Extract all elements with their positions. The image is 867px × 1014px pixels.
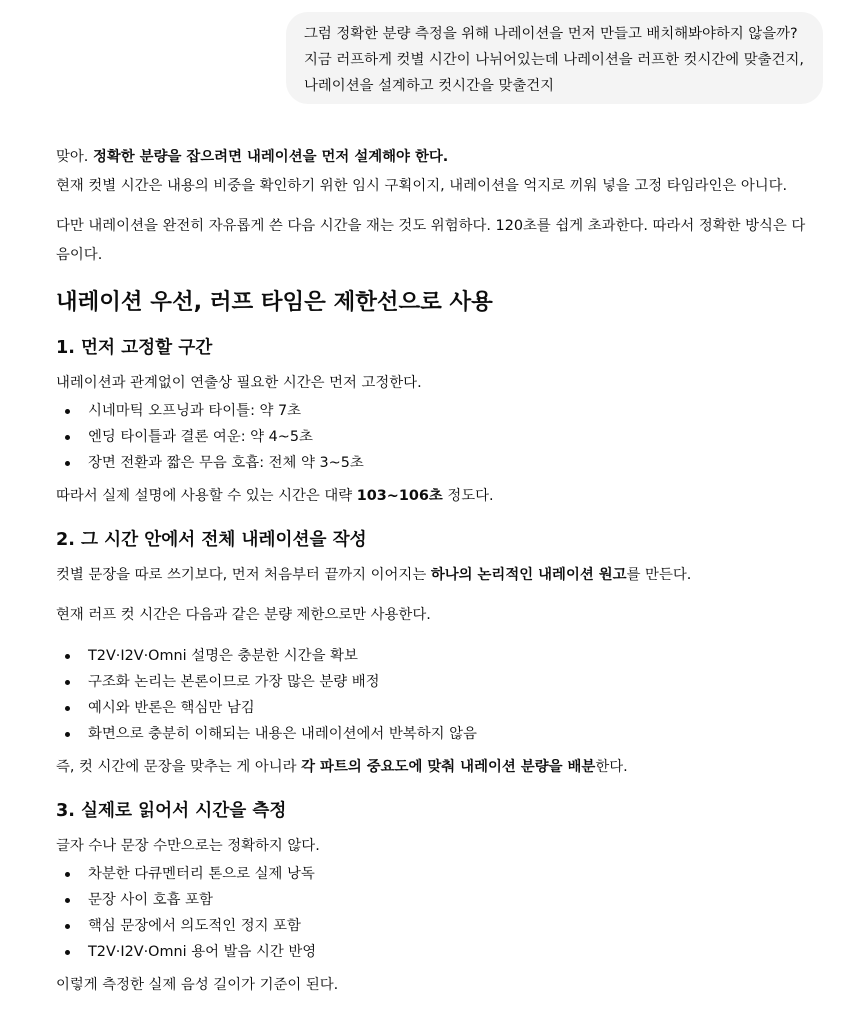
section-1-list: [56, 398, 816, 476]
list-item: 화면으로 충분히 이해되는 내용은 내레이션에서 반복하지 않음: [56, 721, 816, 747]
user-message-text: 그럼 정확한 분량 측정을 위해 나레이션을 먼저 만들고 배치해봐야하지 않을까? 지금 러프하게 컷별 시간이 나뉘어있는데 나레이션을 러프한 컷시간에 맞출건지, 나레이션을 설계하고 컷시간을 맞출건지: [304, 26, 804, 94]
lead-prefix: 컷별 문장을 따로 쓰기보다, 먼저 처음부터 끝까지 이어지는: [56, 567, 431, 583]
section-1-conclusion: [56, 482, 816, 511]
list-item: 예시와 반론은 핵심만 남김: [56, 695, 816, 721]
section-3-heading: 3. 실제로 읽어서 시간을 측정: [56, 801, 287, 821]
section-2-para: 현재 러프 컷 시간은 다음과 같은 분량 제한으로만 사용한다.: [56, 607, 431, 623]
conclusion-prefix: 따라서 실제 설명에 사용할 수 있는 시간은 대략: [56, 488, 357, 504]
user-message-bubble: [286, 12, 823, 104]
section-3-list: [56, 861, 816, 965]
section-3-conclusion: 이렇게 측정한 실제 음성 길이가 기준이 된다.: [56, 977, 339, 993]
list-item: 문장 사이 호흡 포함: [56, 887, 816, 913]
intro-paragraph: [56, 143, 816, 201]
intro-bold: 정확한 분량을 잡으려면 내레이션을 먼저 설계해야 한다.: [92, 149, 449, 165]
list-item: 장면 전환과 짧은 무음 호흡: 전체 약 3~5초: [56, 450, 816, 476]
intro-prefix: 맞아.: [56, 149, 93, 165]
list-item: T2V·I2V·Omni 설명은 충분한 시간을 확보: [56, 643, 816, 669]
conclusion-prefix: 즉, 컷 시간에 문장을 맞추는 게 아니라: [56, 759, 302, 775]
conclusion-bold: 각 파트의 중요도에 맞춰 내레이션 분량을 배분: [301, 759, 596, 775]
lead-bold: 하나의 논리적인 내레이션 원고: [430, 567, 627, 583]
intro-line2: 현재 컷별 시간은 내용의 비중을 확인하기 위한 임시 구획이지, 내레이션을 억지로 끼워 넣을 고정 타임라인은 아니다.: [56, 178, 788, 194]
list-item: 시네마틱 오프닝과 타이틀: 약 7초: [56, 398, 816, 424]
section-2-conclusion: [56, 753, 816, 782]
list-item: 엔딩 타이틀과 결론 여운: 약 4~5초: [56, 424, 816, 450]
list-item: 핵심 문장에서 의도적인 정지 포함: [56, 913, 816, 939]
list-item: 차분한 다큐멘터리 톤으로 실제 낭독: [56, 861, 816, 887]
main-heading: 내레이션 우선, 러프 타임은 제한선으로 사용: [56, 289, 493, 315]
list-item: 구조화 논리는 본론이므로 가장 많은 분량 배정: [56, 669, 816, 695]
section-1-heading: 1. 먼저 고정할 구간: [56, 338, 213, 358]
lead-suffix: 를 만든다.: [626, 567, 692, 583]
section-2-list: [56, 643, 816, 747]
conclusion-suffix: 정도다.: [442, 488, 494, 504]
section-1-lead: 내레이션과 관계없이 연출상 필요한 시간은 먼저 고정한다.: [56, 375, 422, 391]
intro-paragraph-2: 다만 내레이션을 완전히 자유롭게 쓴 다음 시간을 재는 것도 위험하다. 120초를 쉽게 초과한다. 따라서 정확한 방식은 다음이다.: [56, 218, 806, 263]
conclusion-suffix: 한다.: [595, 759, 628, 775]
list-item: T2V·I2V·Omni 용어 발음 시간 반영: [56, 939, 816, 965]
section-3-lead: 글자 수나 문장 수만으로는 정확하지 않다.: [56, 838, 320, 854]
section-2-lead: [56, 561, 816, 590]
section-2-heading: 2. 그 시간 안에서 전체 내레이션을 작성: [56, 530, 367, 550]
conclusion-bold: 103~106초: [356, 488, 443, 504]
assistant-response: [56, 143, 816, 1000]
